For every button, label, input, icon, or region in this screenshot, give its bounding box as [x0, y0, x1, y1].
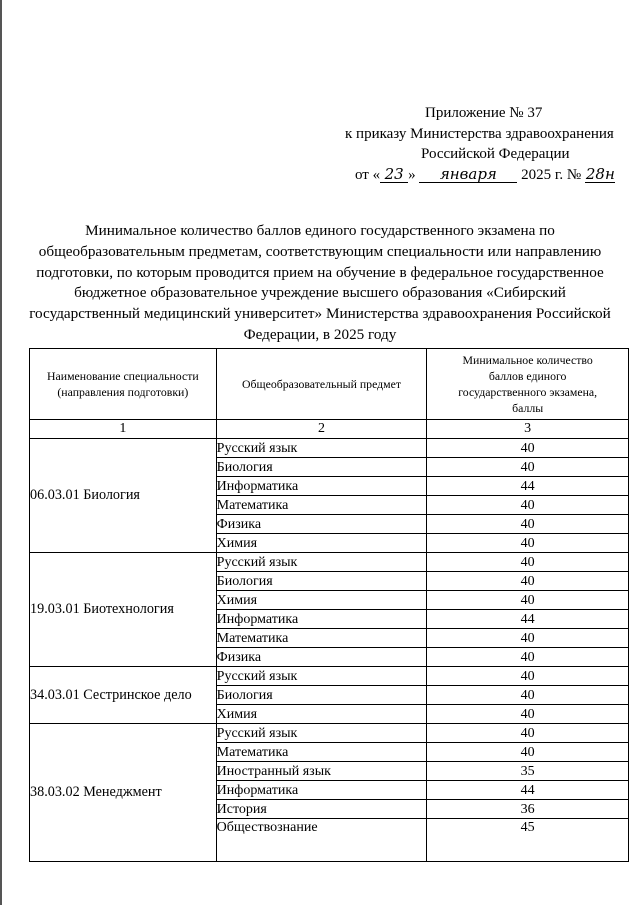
header-score-line: баллы	[512, 401, 544, 415]
score-cell: 40	[427, 534, 629, 553]
score-cell: 45	[427, 819, 629, 862]
score-cell: 44	[427, 477, 629, 496]
date-year: 2025 г. №	[521, 166, 582, 183]
score-cell: 36	[427, 800, 629, 819]
title-line: Минимальное количество баллов единого государственного экзамена по	[85, 222, 555, 239]
specialty-cell: 19.03.01 Биотехнология	[30, 553, 217, 667]
date-month: января	[419, 167, 517, 183]
header-score-line: баллов единого	[488, 369, 567, 383]
table-row	[30, 439, 629, 458]
column-numbers-row	[30, 420, 629, 439]
appendix-number: Приложение № 37	[425, 105, 543, 121]
subject-cell: Химия	[216, 591, 427, 610]
header-min-score	[427, 349, 629, 420]
subject-cell: Русский язык	[216, 724, 427, 743]
specialty-cell: 06.03.01 Биология	[30, 439, 217, 553]
score-cell: 44	[427, 781, 629, 800]
subject-cell: Химия	[216, 534, 427, 553]
subject-cell: Физика	[216, 515, 427, 534]
subject-cell: Информатика	[216, 477, 427, 496]
subject-cell: Русский язык	[216, 439, 427, 458]
subject-cell: Русский язык	[216, 667, 427, 686]
subject-cell: Химия	[216, 705, 427, 724]
subject-cell: Русский язык	[216, 553, 427, 572]
subject-cell: Информатика	[216, 781, 427, 800]
table-row	[30, 724, 629, 743]
title-line: государственный медицинский университет» Министерства здравоохранения Российской	[29, 305, 611, 323]
subject-cell: Математика	[216, 743, 427, 762]
scores-table	[29, 348, 629, 862]
subject-cell: История	[216, 800, 427, 819]
page-edge	[0, 0, 2, 905]
score-cell: 40	[427, 572, 629, 591]
score-cell: 40	[427, 629, 629, 648]
specialty-cell: 38.03.02 Менеджмент	[30, 724, 217, 862]
header-score-line: Минимальное количество	[462, 353, 593, 367]
subject-cell: Математика	[216, 629, 427, 648]
subject-cell: Обществознание	[216, 819, 427, 862]
subject-cell: Биология	[216, 572, 427, 591]
title-line: подготовки, по которым проводится прием на обучение в федеральное государственное	[36, 263, 604, 281]
column-number: 1	[30, 420, 217, 439]
subject-cell: Биология	[216, 458, 427, 477]
header-specialty-line: Наименование специальности	[47, 369, 199, 383]
table-row	[30, 553, 629, 572]
header-score-line: государственного экзамена,	[458, 385, 598, 399]
date-mid: »	[408, 166, 416, 183]
score-cell: 44	[427, 610, 629, 629]
score-cell: 40	[427, 439, 629, 458]
score-cell: 40	[427, 667, 629, 686]
header-specialty	[30, 349, 217, 420]
subject-cell: Математика	[216, 496, 427, 515]
score-cell: 40	[427, 553, 629, 572]
column-number: 2	[216, 420, 427, 439]
table-row	[30, 667, 629, 686]
score-cell: 40	[427, 724, 629, 743]
score-cell: 40	[427, 515, 629, 534]
subject-cell: Информатика	[216, 610, 427, 629]
score-cell: 40	[427, 705, 629, 724]
score-cell: 40	[427, 496, 629, 515]
title-line: бюджетное образовательное учреждение высшего образования «Сибирский	[74, 284, 566, 302]
column-number: 3	[427, 420, 629, 439]
title-line: Федерации, в 2025 году	[243, 325, 397, 343]
subject-cell: Биология	[216, 686, 427, 705]
order-number: 28н	[585, 164, 615, 183]
appendix-header	[330, 103, 630, 185]
score-cell: 40	[427, 743, 629, 762]
score-cell: 40	[427, 458, 629, 477]
header-subject: Общеобразовательный предмет	[216, 349, 427, 420]
score-cell: 40	[427, 591, 629, 610]
subject-cell: Физика	[216, 648, 427, 667]
table-header-row	[30, 349, 629, 420]
title-line: общеобразовательным предметам, соответствующим специальности или направлению	[38, 242, 602, 260]
header-specialty-line: (направления подготовки)	[57, 385, 189, 399]
date-prefix: от «	[355, 166, 381, 183]
date-day: 23	[380, 167, 408, 183]
score-cell: 40	[427, 686, 629, 705]
appendix-federation: Российской Федерации	[421, 146, 570, 162]
document-title	[0, 221, 640, 346]
appendix-order-ref: к приказу Министерства здравоохранения	[345, 125, 614, 142]
subject-cell: Иностранный язык	[216, 762, 427, 781]
appendix-date-line	[355, 165, 630, 186]
score-cell: 35	[427, 762, 629, 781]
score-cell: 40	[427, 648, 629, 667]
specialty-cell: 34.03.01 Сестринское дело	[30, 667, 217, 724]
